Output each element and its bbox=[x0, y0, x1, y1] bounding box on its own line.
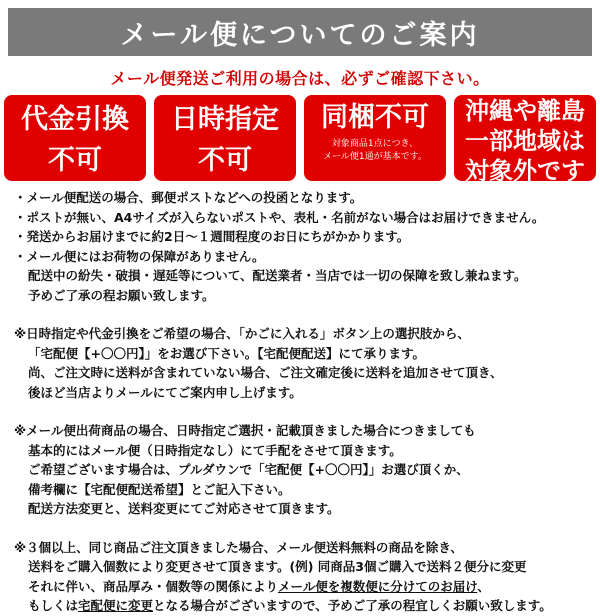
underlined-text: 宅配便に変更 bbox=[78, 598, 154, 613]
notice-text: それに伴い、商品厚み・個数等の関係により bbox=[28, 578, 279, 594]
notice-line: 予めご了承の程お願い致します。 bbox=[28, 287, 215, 303]
notice-text: となる場合がございますので、予めご了承の程宜しくお願い致します。 bbox=[153, 598, 552, 613]
remote-areas-excluded-badge bbox=[454, 95, 596, 185]
date-time-not-available-badge bbox=[154, 95, 296, 181]
notice-line bbox=[14, 577, 594, 597]
notice-line: ご希望ございます場合は、プルダウンで「宅配便【+〇〇円】」お選び頂くか、 bbox=[28, 462, 469, 477]
badge-note: 対象商品1点につき、 bbox=[331, 139, 419, 149]
notice-line: ※メール便出荷商品の場合、日時指定ご選択・記載頂きました場合につきましても bbox=[14, 423, 476, 438]
notice-line: 配送中の紛失・破損・遅延等について、配送業者・当店では一切の保障を致し兼ねます。 bbox=[28, 268, 527, 283]
notice-line: 配送方法変更と、送料変更にてご対応させて頂きます。 bbox=[28, 501, 340, 516]
notice-line bbox=[14, 596, 594, 616]
notice-line: ・メール便にはお荷物の保障がありません。 bbox=[14, 248, 265, 264]
badge-line: 沖縄や離島 bbox=[465, 97, 585, 125]
cod-not-available-badge bbox=[4, 95, 146, 181]
notice-line: ・発送からお届けまでに約2日～１週間程度のお日にちがかかります。 bbox=[14, 229, 410, 244]
notice-line: 送料をご購入個数により変更させて頂きます。(例) 同商品3個ご購入で送料２便分に変更 bbox=[28, 559, 527, 574]
notice-text: 、 bbox=[477, 578, 490, 594]
restriction-boxes bbox=[4, 95, 596, 185]
notice-line: 基本的にはメール便（日時指定なし）にて手配をさせて頂きます。 bbox=[28, 442, 402, 458]
badge-line: 同梱不可 bbox=[321, 102, 429, 133]
notice-line: ・ポストが無い、A4サイズが入らないポストや、表札・名前がない場合はお届けできません。 bbox=[14, 209, 545, 225]
notice-text: もしくは bbox=[28, 598, 79, 613]
badge-line: 不可 bbox=[198, 145, 252, 176]
badge-line: 代金引換 bbox=[21, 104, 129, 135]
badge-line: 一部地域は bbox=[465, 127, 585, 155]
no-bundling-badge bbox=[304, 95, 446, 181]
notice-body bbox=[14, 188, 594, 616]
notice-line: 後ほど当店よりメールにてご案内申し上げます。 bbox=[28, 384, 302, 400]
badge-note: メール便1通が基本です。 bbox=[323, 152, 427, 162]
badge-line: 不可 bbox=[48, 145, 102, 176]
page-title: メール便についてのご案内 bbox=[120, 19, 480, 51]
notice-line: 「宅配便【+〇〇円】」をお選び下さい。【宅配便配送】にて承ります。 bbox=[28, 345, 425, 361]
notice-line: 尚、ご注文時に送料が含まれていない場合、ご注文確定後に送料を追加させて頂き、 bbox=[28, 365, 503, 380]
notice-line: ※３個以上、同じ商品ご注文頂きました場合、メール便送料無料の商品を除き、 bbox=[14, 539, 463, 555]
notice-line: 備考欄に【宅配便配送希望】とご記入下さい。 bbox=[28, 481, 291, 497]
underlined-text: メール便を複数便に分けてのお届け bbox=[278, 578, 478, 594]
notice-line: ・メール便配送の場合、郵便ポストなどへの投函となります。 bbox=[14, 190, 363, 205]
notice-line: ※日時指定や代金引換をご希望の場合、「かごに入れる」ボタン上の選択肢から、 bbox=[14, 326, 470, 341]
badge-line: 対象外です bbox=[465, 157, 585, 185]
header-banner bbox=[8, 8, 592, 56]
notice-subtitle: メール便発送ご利用の場合は、必ずご確認下さい。 bbox=[110, 69, 490, 88]
badge-line: 日時指定 bbox=[171, 104, 279, 135]
